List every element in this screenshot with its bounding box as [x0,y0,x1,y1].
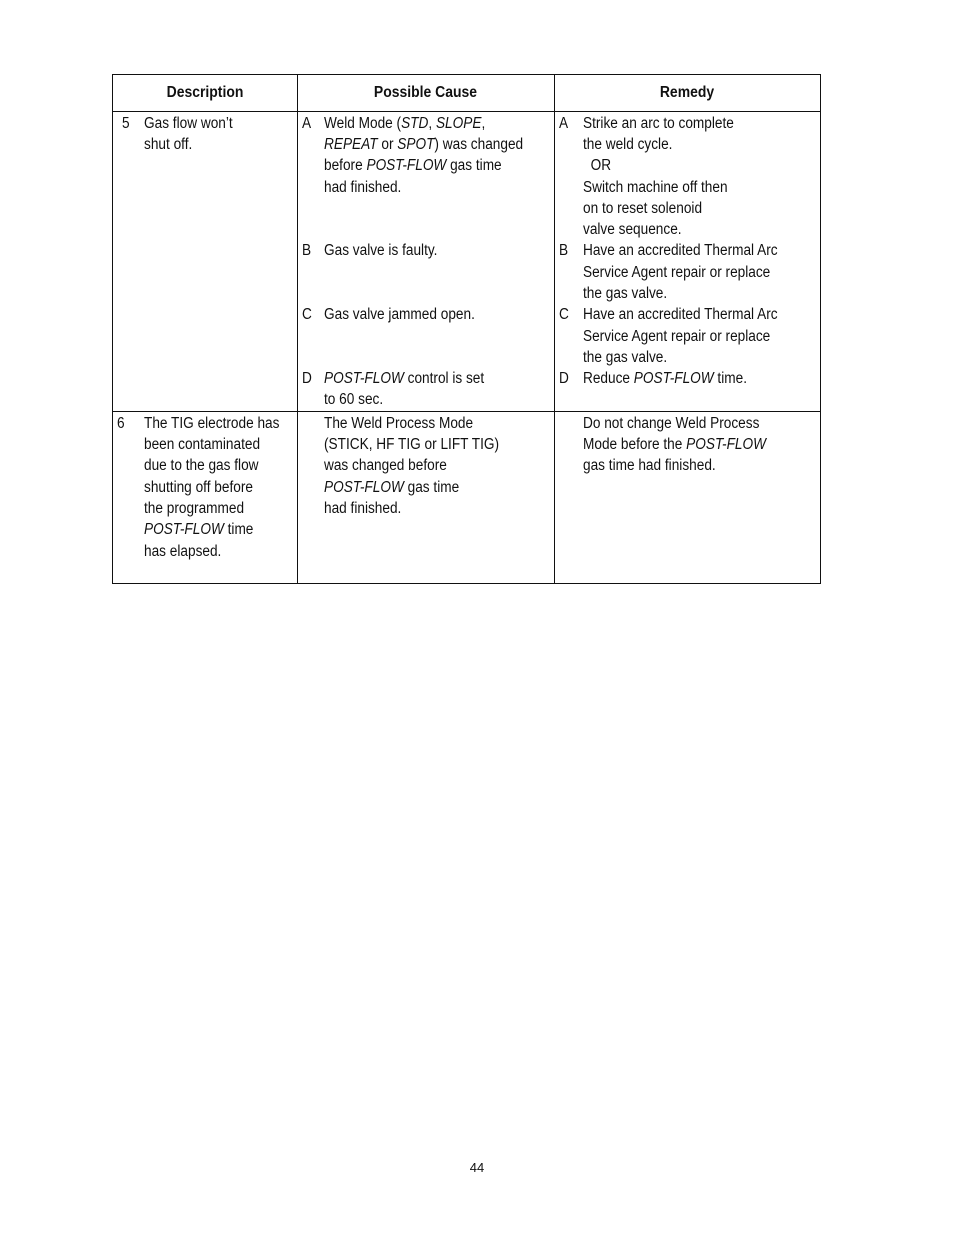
row-number: 6 [117,415,125,432]
row-number: 5 [122,115,130,132]
description-line: due to the gas flow [144,457,259,474]
description-line: shut off. [144,136,193,153]
cause-line: had finished. [324,500,402,517]
cause-line: Weld Mode (STD, SLOPE, [324,115,486,132]
remedy-line: valve sequence. [583,221,682,238]
remedy-line: Service Agent repair or replace [583,264,771,281]
cause-line: Gas valve jammed open. [324,306,475,323]
header-remedy: Remedy [659,84,715,101]
remedy-line: on to reset solenoid [583,200,703,217]
column-divider-2 [554,75,555,583]
cause-line: had finished. [324,179,402,196]
cause-line: (STICK, HF TIG or LIFT TIG) [324,436,500,453]
troubleshooting-table [112,74,821,584]
remedy-line: gas time had finished. [583,457,716,474]
remedy-line: the gas valve. [583,285,668,302]
cause-line: before POST-FLOW gas time [324,157,502,174]
remedy-line: the gas valve. [583,349,668,366]
cause-line: to 60 sec. [324,391,384,408]
cause-line: POST-FLOW control is set [324,370,485,387]
remedy-line: Have an accredited Thermal Arc [583,306,778,323]
description-line: been contaminated [144,436,261,453]
remedy-line: Do not change Weld Process [583,415,760,432]
cause-line: was changed before [324,457,447,474]
description-line: has elapsed. [144,543,222,560]
description-line: POST-FLOW time [144,521,254,538]
header-possible-cause: Possible Cause [373,84,478,101]
remedy-line: Have an accredited Thermal Arc [583,242,778,259]
description-line: The TIG electrode has [144,415,280,432]
cause-line: Gas valve is faulty. [324,242,438,259]
cause-line: REPEAT or SPOT) was changed [324,136,524,153]
cause-letter: C [302,306,312,323]
cause-letter: D [302,370,312,387]
description-line: shutting off before [144,479,253,496]
remedy-letter: D [559,370,569,387]
cause-letter: B [302,242,312,259]
header-description: Description [166,84,244,101]
remedy-letter: C [559,306,569,323]
header-divider [113,111,820,112]
cause-line: The Weld Process Mode [324,415,474,432]
cause-letter: A [302,115,312,132]
description-line: Gas flow won’t [144,115,233,132]
column-divider-1 [297,75,298,583]
remedy-letter: B [559,242,569,259]
remedy-line: Reduce POST-FLOW time. [583,370,747,387]
remedy-line: Strike an arc to complete [583,115,734,132]
remedy-line: the weld cycle. [583,136,673,153]
description-line: the programmed [144,500,245,517]
cause-line: POST-FLOW gas time [324,479,460,496]
remedy-line: OR [583,157,612,174]
remedy-line: Mode before the POST-FLOW [583,436,766,453]
remedy-line: Switch machine off then [583,179,728,196]
row-divider [113,411,820,412]
page-number: 44 [469,1160,485,1175]
remedy-letter: A [559,115,569,132]
remedy-line: Service Agent repair or replace [583,328,771,345]
